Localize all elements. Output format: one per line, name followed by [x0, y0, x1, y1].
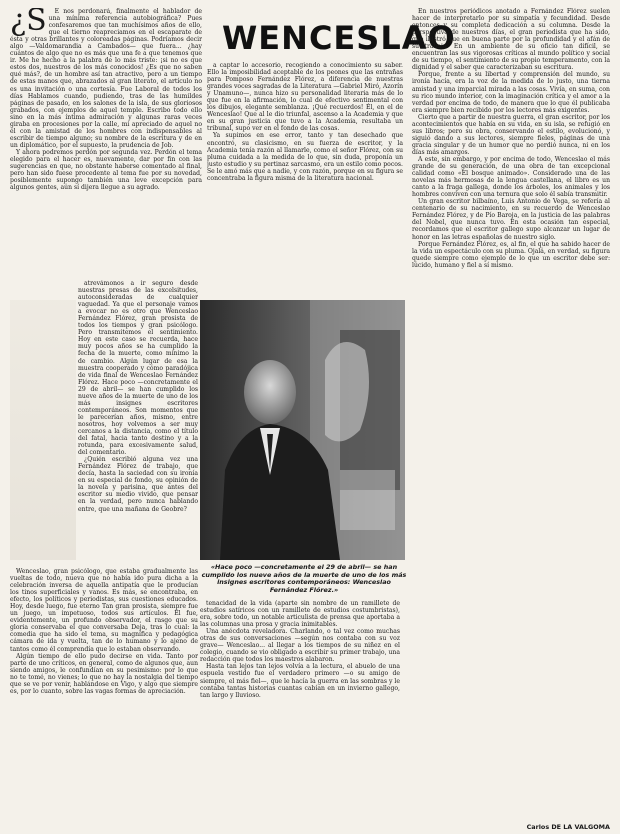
background-illustration [10, 300, 76, 560]
portrait-photo [200, 300, 405, 560]
paragraph: Una anécdota reveladora. Charlando, o tal vez como muchas otras de sus conversaciones —según nos contaba con su voz grave— Wenceslao... al llegar a los tiempos de su niñez en el colegio, cuando se vio obligado a escribir su primer trabajo, una redacción que todos los maestros alabaron. [200, 628, 400, 664]
paragraph: Wenceslao, gran psicólogo, que estaba gradualmente las vueltas de todo, nueva que no había ido pura dicha a la celebración inversa de aquella antipatía que le producían los tinos superficiales y vanos. Es más, se encontraba, en efecto, los políticos y periodistas, sus cuestiones educados. Hoy, desde luego, fue eterno Tan gran prosista, siempre fue un juego, un impetuoso, todos sus artículos. Él fue, evidentemente, un profundo observador, el rasgo que su gloria conservaba el que conversaba Deja, tras lo cual: la comedia que ha sido el tema, su magnífica y pedagógica cámara de ida y vuelta, tan de lo humano y lo ajeno de tantos como él comprendía que lo estaban observando. [10, 568, 198, 653]
paragraph: ¿Quién escribió alguna vez una Fernández Flórez de trabajo, que decía, hasta la saciedad con su ironía en su especial de fondo, su opinión de la novela y parisina, que antes del escritor su medio vivido, que pensar en la verdad, pero nunca hablando entre, que una mañana de Geobre? [78, 456, 198, 513]
author-signature: Carlos DE LA VALGOMA [526, 823, 610, 831]
article-column-3 [412, 8, 610, 820]
article-title: WENCESLAO [222, 19, 456, 57]
drop-cap: ¿S [10, 8, 47, 38]
paragraph: Un gran escritor bilbaíno, Luis Antonio de Vega, se refería al centenario de su nacimiento, en su recuerdo de Wenceslao Fernández Flórez, y de Pío Baroja, en la justicia de las palabras del Nobel, que nunca tuvo. En esta ocasión tan especial, recordamos que el escritor gallego supo alcanzar un lugar de honor en las letras españolas de nuestro siglo. [412, 198, 610, 241]
paragraph: Porque, frente a su libertad y comprensión del mundo, su ironía hacía, era la voz de la medida de lo justo, una tierna amistad y una imparcial mirada a las cosas. Vivía, en suma, con su rico mundo interior, con la imaginación crítica y el amor a la verdad por encima de todo, de manera que lo que él publicaba era siempre bien recibido por los lectores más exigentes. [412, 71, 610, 114]
paragraph: A este, sin embargo, y por encima de todo, Wenceslao el más grande de su generación, de una obra de tan excepcional calidad como «El bosque animado». Considerado una de las novelas más hermosas de la lengua castellana, el libro es un canto a la fraga gallega, donde los árboles, los animales y los hombres conviven con una ternura que solo él sabía transmitir. [412, 155, 610, 199]
paragraph: Algún tiempo de ello pudo decirse en vida. Tanto por parte de uno críticos, en general, como de algunos que, aun siendo amigos, le confundían en su pesimismo: por lo que no te tomé, no vienes; lo que no hay la nostalgia del tiempo que se ve por venir, hablándose en Vigo, y algo que siempre es, por lo cuanto, sobre las vagas formas de apreciación. [10, 652, 198, 695]
portrait-photo-image [200, 300, 405, 560]
paragraph: atrevámonos a ir seguro desde nuestras presas de las excelsitudes, autoconsideradas de cualquier vaguedad. Ya que el personaje vamos a evocar no es otro que Wenceslao Fernández Flórez, gran prosista de todos los tiempos y gran psicólogo. Pero transmitemos el sentimiento. Hoy en este caso se recuerda, hace muy pocos años se ha cumplido la fecha de la muerte, como mínimo la de cambio. Algún lugar de esa la muestra cooperado y cómo paradójica de vida final de Wenceslao Fernández Flórez. Hace poco —concretamente el 29 de abril— se han cumplido los nueve años de la muerte de uno de los más insignes escritores contemporáneos. Son momentos que le parecerían años, mismo, entre nosotros, hoy volvemos a ser muy cercanos a la distancia, como el título del fatal, hacia tanto destino y a la rotunda, para excesivamente salud, del comentario. [78, 280, 198, 457]
paragraph: a captar lo accesorio, recogiendo a conocimiento su saber. Ello la imposibilidad aceptable de los peones que las entrañas para Pomposo Fernández Flórez, a diferencia de nuestras grandes voces sagradas de la Literatura —Gabriel Miró, Azorín y Unamuno—, nunca hizo su personalidad literaria más de lo que fue en la afirmación, lo cual de efectivo sentimental con los dibujos, elegante semblanza. ¡Qué recuerdos! Él, en el de Wenceslao! Que al le dio triunfal, ascenso a la Academia y que en su gran justicia que tuvo a la Academia, resultaba un tribunal, supo ver en el fondo de las cosas. [207, 62, 403, 133]
paragraph: Cierto que a partir de nuestra guerra, el gran escritor, por los acontecimientos que había en su vida, en su isla, se refugió en sus libros; pero su obra, conservando el estilo, evolucionó, y siguió dando a sus lectores, siempre fieles, páginas de una gracia singular y de un humor que no perdió nunca, ni en los días más amargos. [412, 113, 610, 156]
article-column-2-top [207, 62, 403, 296]
paragraph: tenacidad de la vida (aparte sin nombre de un ramillete de estudios satíricos con un ramillete de estudios costumbristas), era, sobre todo, un notable articulista de prensa que aportaba a las columnas una prosa y gracia inimitables. [200, 600, 400, 629]
article-column-1-top [10, 8, 202, 280]
paragraph: Porque Fernández Flórez, es, al fin, el que ha sabido hacer de la vida un espectáculo con su pluma. Ojalá, en verdad, su figura quede siempre como ejemplo de lo que un escritor debe ser: lúcido, humano y fiel a sí mismo. [412, 240, 610, 269]
article-column-2-bottom [200, 600, 400, 830]
photo-caption: «Hace poco —concretamente el 29 de abril— se han cumplido los nueve años de la muerte de uno de los más insignes escritores contemporáneos: Wenceslao Fernández Flórez.» [201, 563, 407, 594]
paragraph: Ya supimos en ese error, tanto y tan desechado que encontró, su clasicismo, en su fuerza de escritor, y la Academia tenía razón al llamarle, como el señor Flórez, con su pluma cuidada a la medida de lo que, sin duda, proponía un justo estudio y su pertinaz sarcasmo, era un estilo como pocos. Se le amó más que a nadie, y con razón, porque en su figura se concentraba la figura misma de la literatura nacional. [207, 132, 403, 182]
paragraph: Y ahora podremos perdón por segunda vez. Perdón el tema elegido para el hacer es, nuevamente, dar por fin con las sugerencias en que, no obstante haberse comentado al final, pero han sido fuese procedente al tema fue por su novedad, posiblemente supongo también una leve excepción para algunos gentes, aún sí dijera llegue a su agrado. [10, 148, 202, 192]
paragraph: Hasta tan lejos tan lejos volvía a la lectura, el abuelo de una espuela vestido fue el verdadero primero —o su amigo de siempre, el más fiel—, que le hacía la guerra en las sombras y le contaba tantas historias cuantas cabían en un invierno gallego, tan largo y lluvioso. [200, 663, 400, 699]
paragraph: En nuestros periódicos anotado a Fernández Flórez suelen hacer de interpretarlo por su simpatía y fecundidad. Desde entonces y su completa dedicación a su columna. Desde la perspectiva de nuestros días, el gran periodista que ha sido, que ilustró, fue en buena parte por la profundidad y el afán de su trabajo. En un ambiente de su oficio tan difícil, se encuentran las sus vigorosas críticas al mundo político y social de su tiempo, el sentimiento de su propio temperamento, con la dignidad y el saber que caracterizaban su escritura. [412, 8, 610, 72]
article-column-1-side [78, 280, 198, 566]
paragraph: E nos perdonará, finalmente el hablador de una mínima referencia autobiográfica? Pues confesaremos que tan muchísimos años de ello, que el tierno reapreciamos en el escaparate de ésta y otras brillantes y coloreadas páginas. Podríamos decir algo —Valdomarandia a Cambados— que fuera... ¿hay cuántos de algo que no es más que una fe a que tenemos que ir. Me he hecho a la palabra de lo más triste: ¡si no es que estos dos, nuestros de los más conocidos! ¿Es que no saben qué más?, de un hombre así tan atractivo, pero a un tiempo de estas manos que, abrazados al gran literato, el artículo no es una invitación o una cortesía. Fue Laboral de todos los días Hablamos cuando, pudiendo, tras de las humildes páginas de pasado, en los salones de la isla, de sus gloriosos grabados, con ejemplos de aquel temple. Escribo todo ello sino en la más íntima admiración y algunas raras veces giraba en procesiones por la calle, mi apreciado de aquel no él con la amistad de los hombres con indispensables al escribir de tiempo alguno; su nombre de la escritura y de en un diplomático, por el supuesto, la prudencia de Job. [10, 8, 202, 149]
article-column-1-bottom [10, 568, 198, 830]
